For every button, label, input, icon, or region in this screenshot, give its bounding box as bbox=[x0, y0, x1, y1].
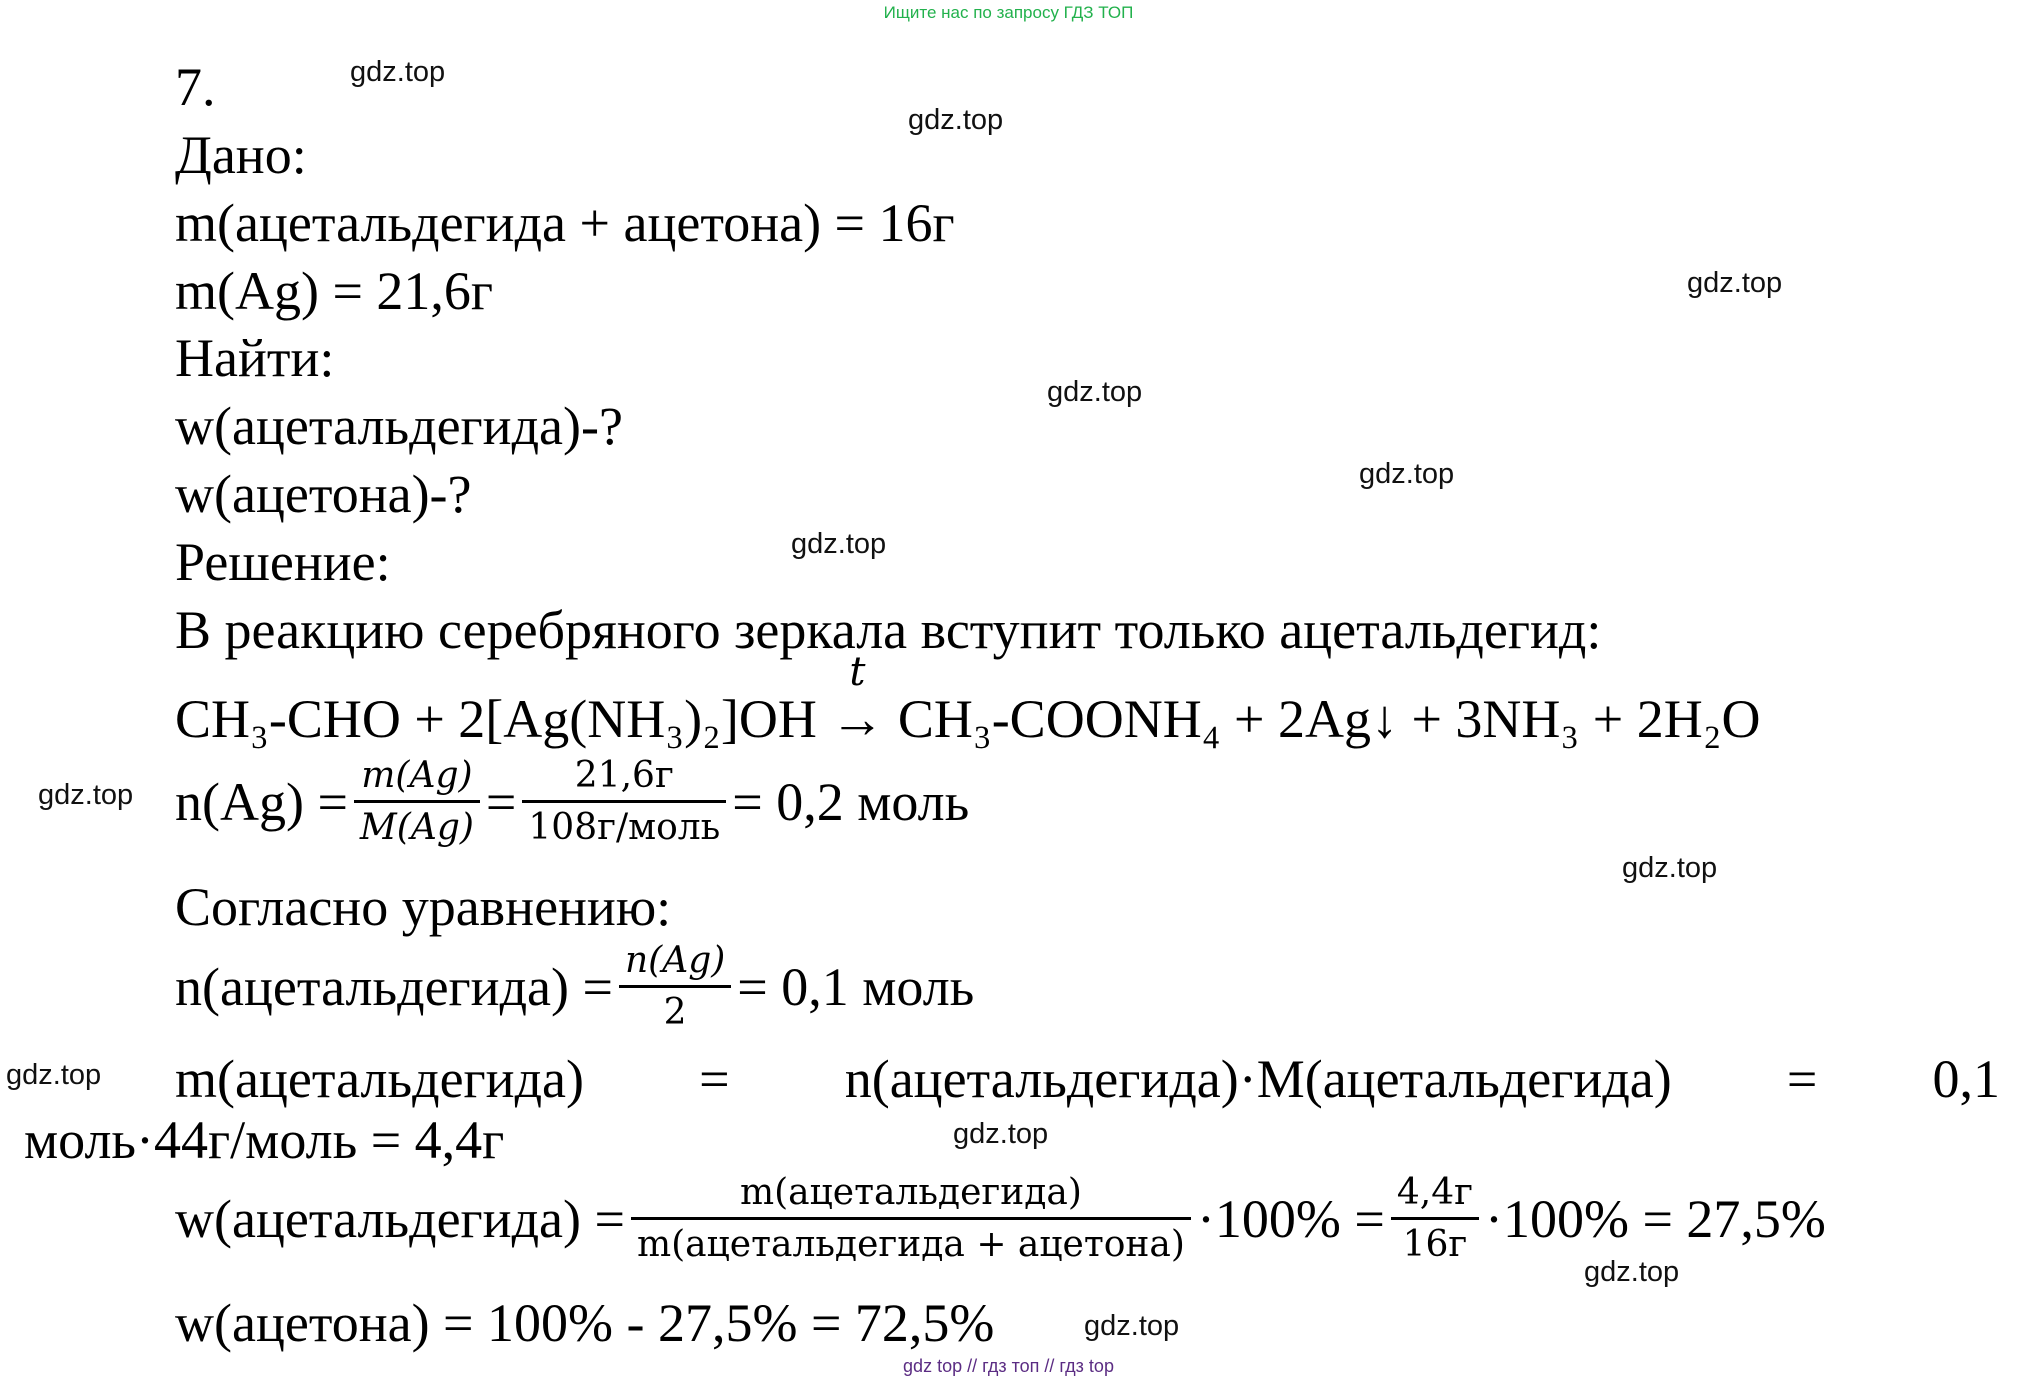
w-acetone-equation: w(ацетона) = 100% - 27,5% = 72,5% bbox=[175, 1293, 995, 1353]
statement: В реакцию серебряного зеркала вступит только ацетальдегид: bbox=[175, 600, 1602, 660]
m-acetaldehyde-continuation: моль·44г/моль = 4,4г bbox=[24, 1110, 505, 1170]
fraction-bar bbox=[354, 800, 480, 803]
n-silver-result: = 0,2 моль bbox=[732, 771, 970, 832]
fraction-values bbox=[1391, 1172, 1479, 1266]
equals-sign: = bbox=[485, 771, 517, 832]
watermark: gdz.top bbox=[350, 56, 446, 88]
fraction-bar bbox=[522, 800, 726, 803]
n-acetaldehyde-lhs: n(ацетальдегида) = bbox=[175, 956, 613, 1017]
given-mass-silver: m(Ag) = 21,6г bbox=[175, 261, 494, 321]
n-silver-lhs: n(Ag) = bbox=[175, 771, 348, 832]
solution-heading: Решение: bbox=[175, 532, 391, 592]
find-w-acetone: w(ацетона)-? bbox=[175, 464, 472, 524]
equals-sign: = bbox=[1786, 1049, 1818, 1109]
find-w-acetaldehyde: w(ацетальдегида)-? bbox=[175, 396, 623, 456]
fraction-denominator: 108г/моль bbox=[528, 807, 721, 849]
fraction-values bbox=[522, 755, 726, 849]
watermark: gdz.top bbox=[6, 1059, 102, 1091]
given-mass-mixture: m(ацетальдегида + ацетона) = 16г bbox=[175, 193, 955, 253]
reaction-arrow bbox=[830, 649, 885, 749]
fraction-denominator: M(Ag) bbox=[359, 807, 474, 849]
fraction-numerator: m(Ag) bbox=[361, 755, 473, 796]
w-acetaldehyde-mid: ·100% = bbox=[1196, 1188, 1385, 1249]
find-heading: Найти: bbox=[175, 328, 335, 388]
problem-number: 7. bbox=[175, 57, 216, 117]
n-acetaldehyde-equation bbox=[175, 940, 974, 1034]
given-heading: Дано: bbox=[175, 125, 307, 185]
n-acetaldehyde-result: = 0,1 моль bbox=[737, 956, 975, 1017]
w-acetaldehyde-lhs: w(ацетальдегида) = bbox=[175, 1188, 625, 1249]
watermark: gdz.top bbox=[38, 779, 134, 811]
arrow-icon: → bbox=[830, 689, 885, 749]
w-acetaldehyde-equation bbox=[175, 1172, 1826, 1266]
watermark: gdz.top bbox=[1047, 376, 1143, 408]
watermark: gdz.top bbox=[953, 1118, 1049, 1150]
fraction-bar bbox=[1391, 1217, 1479, 1220]
m-acetaldehyde-value: 0,1 bbox=[1932, 1049, 2000, 1109]
reaction-right: CH₃-COONH₄ + 2Ag↓ + 3NH₃ + 2H₂O bbox=[897, 689, 1761, 749]
fraction-n-over-2 bbox=[619, 940, 731, 1034]
footer-links: gdz top // гдз топ // гдз top bbox=[903, 1356, 1114, 1376]
watermark: gdz.top bbox=[1359, 458, 1455, 490]
according-heading: Согласно уравнению: bbox=[175, 877, 672, 937]
fraction-numerator: n(Ag) bbox=[624, 940, 726, 981]
reaction-condition: t bbox=[849, 649, 866, 695]
fraction-denominator: 2 bbox=[663, 992, 687, 1034]
watermark: gdz.top bbox=[908, 104, 1004, 136]
search-banner: Ищите нас по запросу ГДЗ ТОП bbox=[883, 3, 1134, 22]
watermark: gdz.top bbox=[1687, 267, 1783, 299]
fraction-numerator: 4,4г bbox=[1396, 1172, 1473, 1213]
fraction-bar bbox=[619, 985, 731, 988]
watermark: gdz.top bbox=[791, 528, 887, 560]
w-acetaldehyde-result: ·100% = 27,5% bbox=[1484, 1188, 1826, 1249]
m-acetaldehyde-formula: n(ацетальдегида)·M(ацетальдегида) bbox=[844, 1049, 1672, 1109]
equals-sign: = bbox=[699, 1049, 730, 1109]
m-acetaldehyde-equation bbox=[175, 1048, 2000, 1110]
watermark: gdz.top bbox=[1622, 852, 1718, 884]
fraction-denominator: m(ацетальдегида + ацетона) bbox=[636, 1224, 1185, 1266]
fraction-numerator: 21,6г bbox=[574, 755, 674, 796]
fraction-bar bbox=[631, 1217, 1191, 1220]
fraction-numerator: m(ацетальдегида) bbox=[739, 1172, 1082, 1213]
m-acetaldehyde-lhs: m(ацетальдегида) bbox=[175, 1049, 585, 1109]
watermark: gdz.top bbox=[1584, 1256, 1680, 1288]
watermark: gdz.top bbox=[1084, 1310, 1180, 1342]
reaction-left: CH₃-CHO + 2[Ag(NH₃)₂]OH bbox=[175, 689, 817, 749]
fraction-mass-ratio bbox=[631, 1172, 1191, 1266]
reaction-equation bbox=[175, 649, 1761, 749]
n-silver-equation bbox=[175, 755, 969, 849]
fraction-mass-over-molar bbox=[354, 755, 480, 849]
fraction-denominator: 16г bbox=[1402, 1224, 1468, 1266]
